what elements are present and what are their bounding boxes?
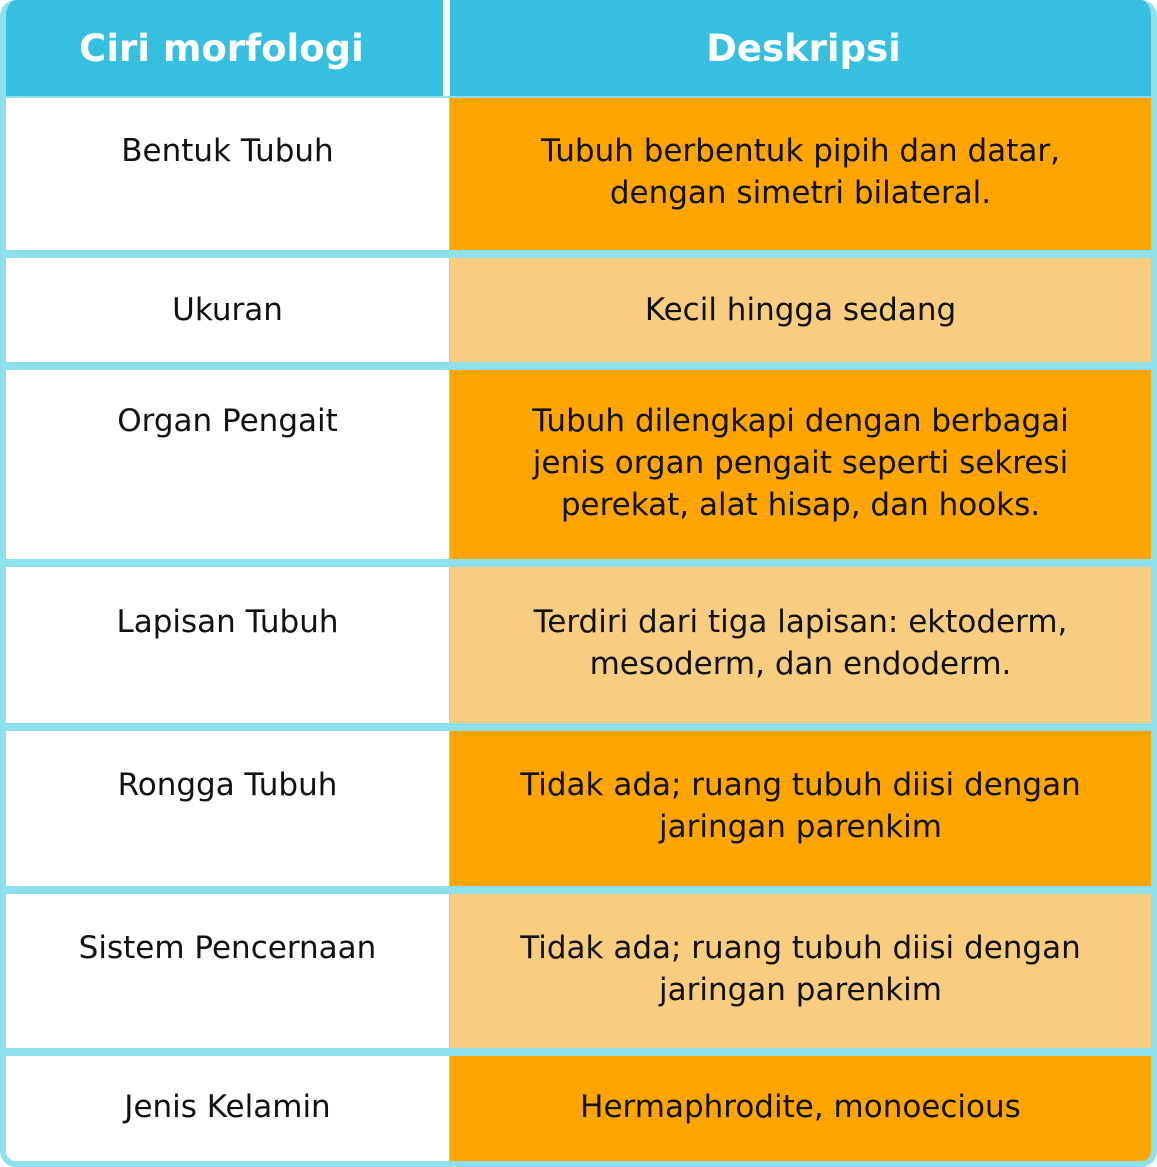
table-row bbox=[6, 98, 1151, 250]
description-text: Kecil hingga sedang bbox=[644, 292, 957, 328]
feature-cell: Lapisan Tubuh bbox=[6, 567, 449, 723]
description-cell bbox=[450, 258, 1151, 362]
description-cell bbox=[450, 567, 1151, 723]
description-text: Tidak ada; ruang tubuh diisi dengan jaringan parenkim bbox=[520, 930, 1081, 1008]
header-ciri-morfologi: Ciri morfologi bbox=[0, 0, 443, 96]
description-text: Tubuh dilengkapi dengan berbagai jenis organ pengait seperti sekresi perekat, alat hisap, dan hooks. bbox=[532, 403, 1069, 523]
description-cell bbox=[450, 1056, 1151, 1161]
table-row bbox=[6, 567, 1151, 723]
description-cell bbox=[450, 370, 1151, 559]
feature-cell: Rongga Tubuh bbox=[6, 731, 449, 886]
description-text: Hermaphrodite, monoecious bbox=[580, 1089, 1021, 1125]
table-row bbox=[6, 258, 1151, 362]
table-header bbox=[0, 0, 1157, 96]
table-row bbox=[6, 731, 1151, 886]
description-cell bbox=[450, 731, 1151, 886]
feature-cell: Jenis Kelamin bbox=[6, 1056, 449, 1161]
feature-cell: Bentuk Tubuh bbox=[6, 98, 449, 250]
description-text: Tubuh berbentuk pipih dan datar, dengan simetri bilateral. bbox=[541, 133, 1060, 211]
description-cell bbox=[450, 894, 1151, 1048]
feature-cell: Ukuran bbox=[6, 258, 449, 362]
header-deskripsi: Deskripsi bbox=[450, 0, 1157, 96]
table-row bbox=[6, 1056, 1151, 1161]
description-text: Terdiri dari tiga lapisan: ektoderm, mesoderm, dan endoderm. bbox=[533, 604, 1068, 682]
table-row bbox=[6, 370, 1151, 559]
description-cell bbox=[450, 98, 1151, 250]
table-row bbox=[6, 894, 1151, 1048]
feature-cell: Sistem Pencernaan bbox=[6, 894, 449, 1048]
description-text: Tidak ada; ruang tubuh diisi dengan jaringan parenkim bbox=[520, 767, 1081, 845]
feature-cell: Organ Pengait bbox=[6, 370, 449, 559]
